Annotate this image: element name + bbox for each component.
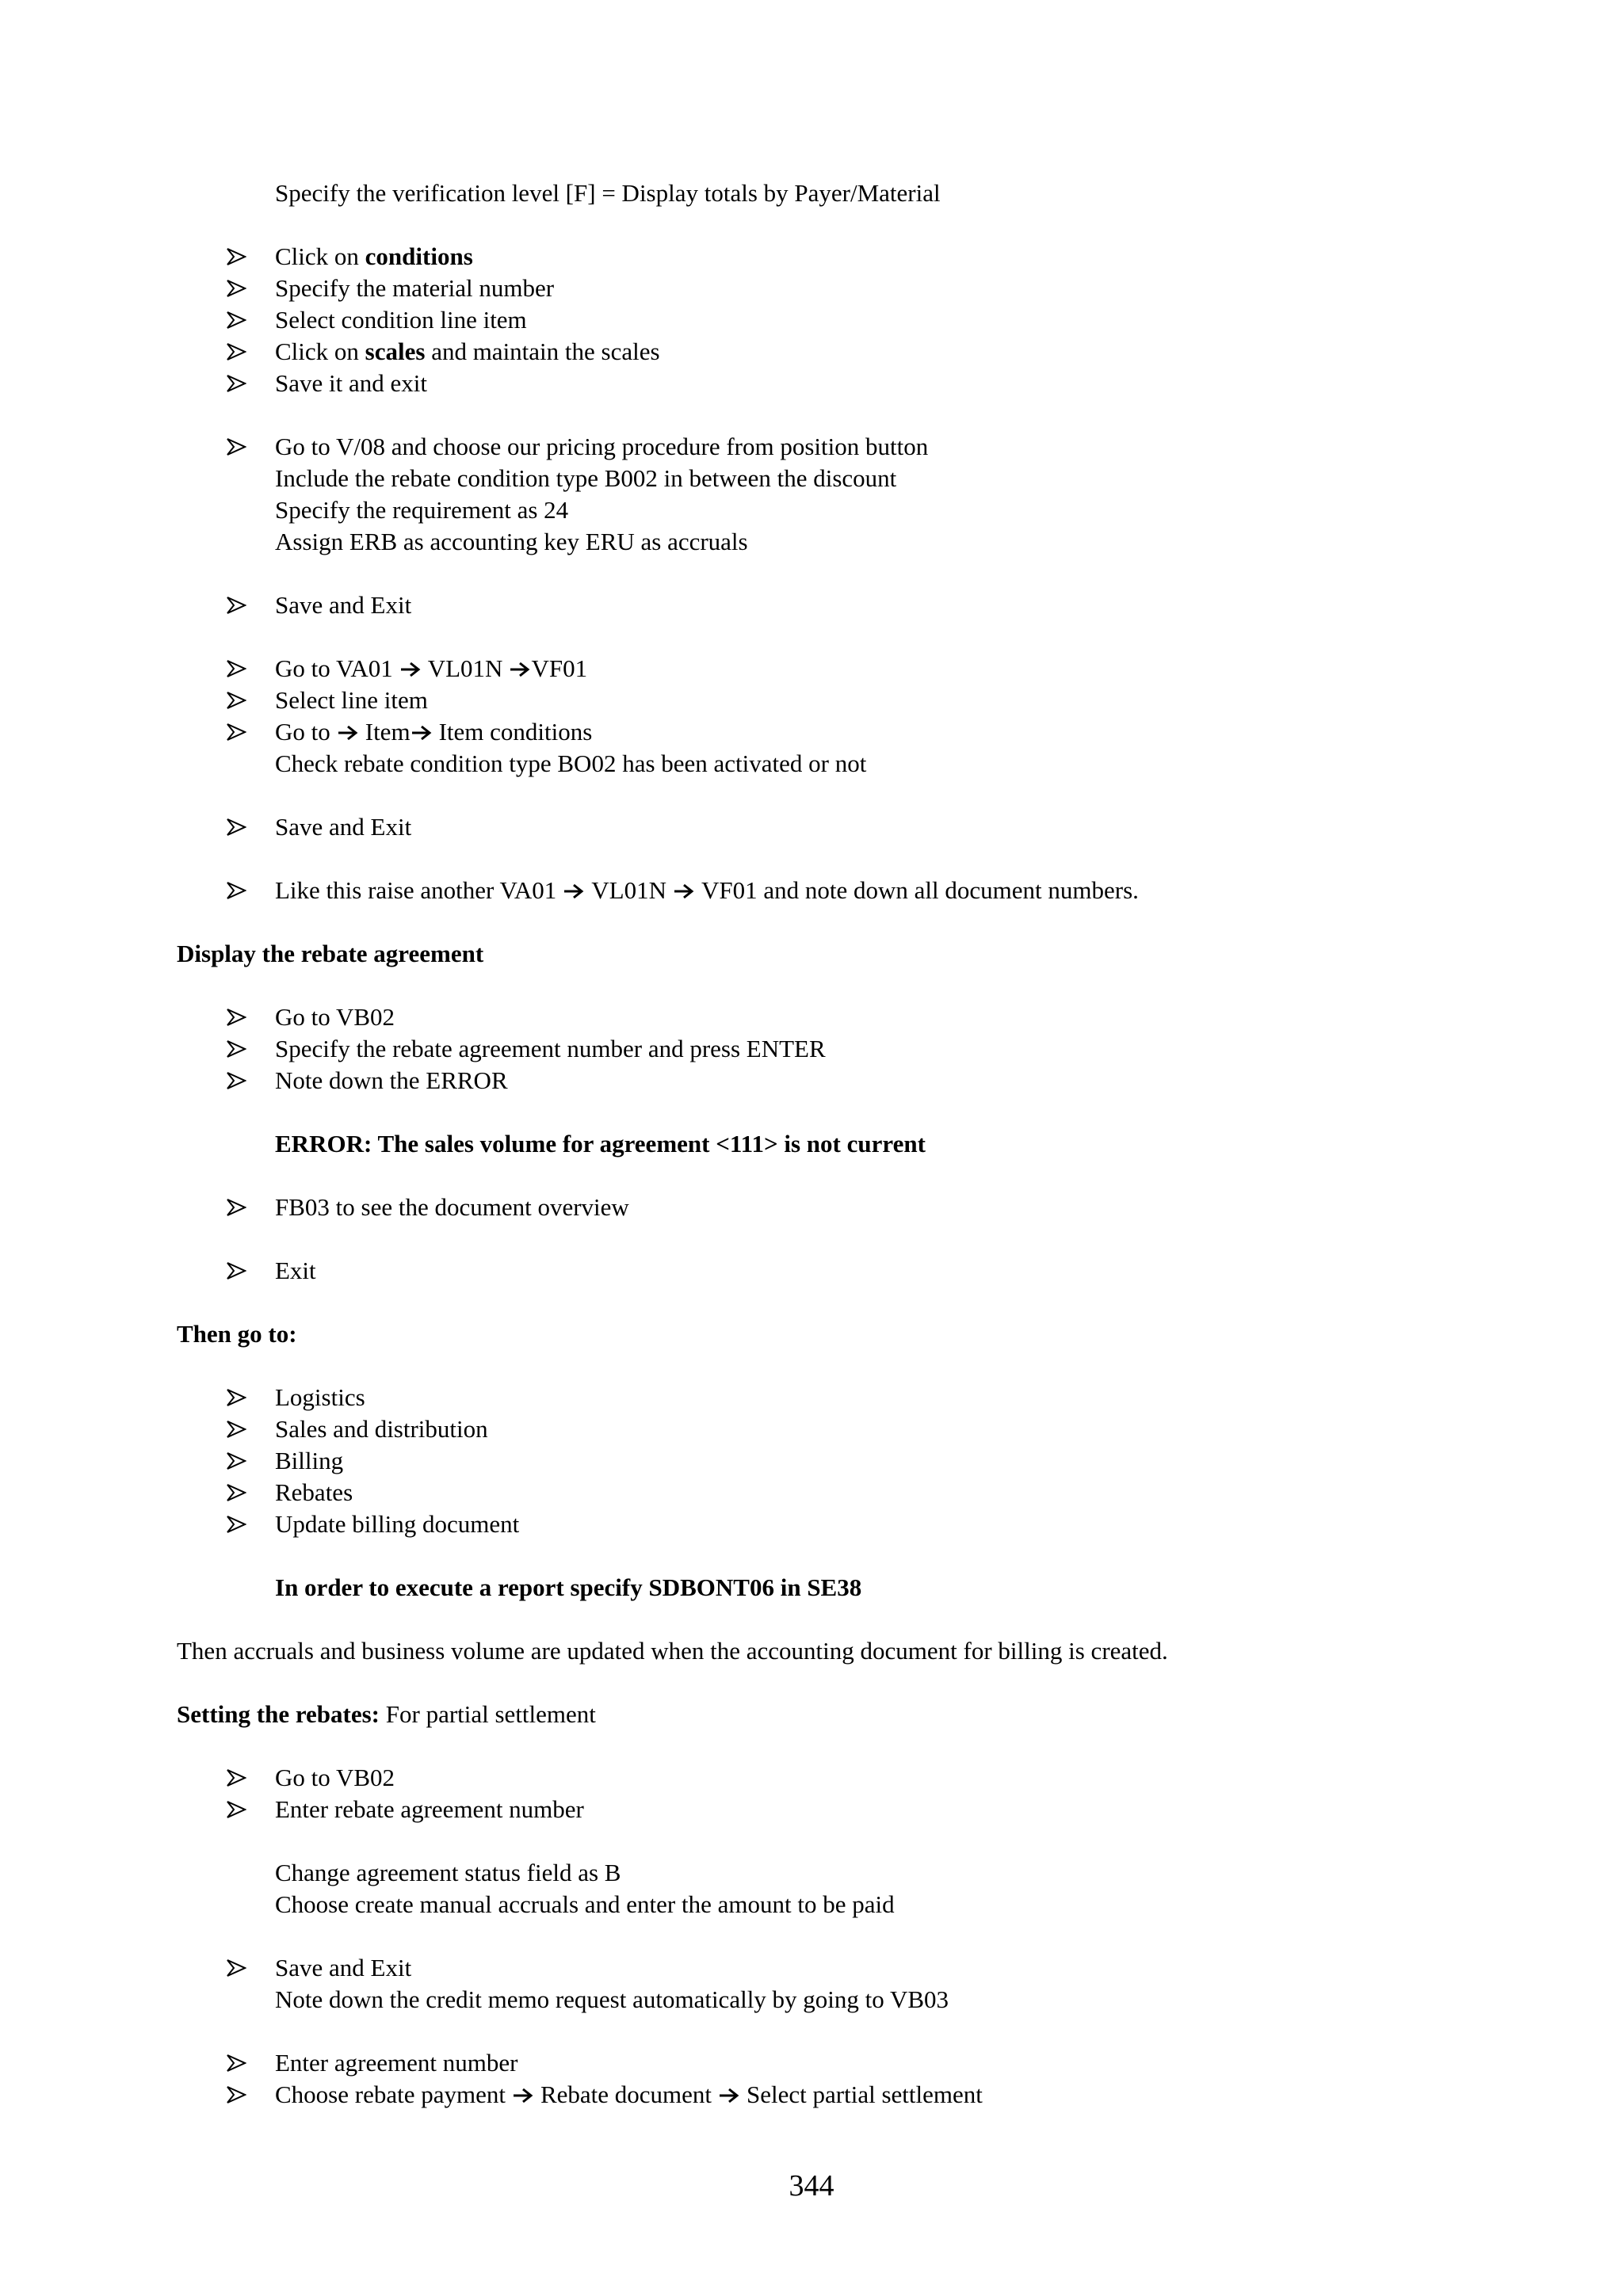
list-item: Update billing document [177, 1508, 1461, 1540]
list-item: Go to Item Item conditions [177, 716, 1461, 748]
display-heading-block [177, 938, 1461, 970]
list-item: Like this raise another VA01 VL01N VF01 and note down all document numbers. [177, 875, 1461, 906]
indented-line: Note down the credit memo request automatically by going to VB03 [275, 1985, 949, 2013]
right-arrow-icon [411, 718, 433, 735]
save-exit-block-3 [177, 1952, 1461, 2016]
list-item: FB03 to see the document overview [177, 1192, 1461, 1223]
list-item: Specify the rebate agreement number and press ENTER [177, 1033, 1461, 1065]
indented-line: Change agreement status field as B [275, 1859, 621, 1886]
report-note-block [177, 1572, 1461, 1604]
page-content [177, 177, 1461, 2142]
bullet-arrowhead-icon [226, 716, 250, 748]
right-arrow-icon [512, 2081, 534, 2098]
indented-line: Assign ERB as accounting key ERU as accruals [275, 528, 748, 555]
right-arrow-icon [718, 2081, 740, 2098]
accruals-paragraph [177, 1635, 1461, 1667]
exit-block [177, 1255, 1461, 1287]
bullet-arrowhead-icon [226, 1382, 250, 1413]
pricing-procedure-block [177, 431, 1461, 558]
bullet-arrowhead-icon [226, 811, 250, 843]
indented-line: Specify the requirement as 24 [275, 496, 569, 524]
bullet-arrowhead-icon [226, 1445, 250, 1477]
list-item: Logistics [177, 1382, 1461, 1413]
right-arrow-icon [563, 876, 585, 894]
bullet-arrowhead-icon [226, 653, 250, 685]
error-block [177, 1128, 1461, 1160]
right-arrow-icon [673, 876, 695, 894]
list-item: Specify the material number [177, 273, 1461, 304]
accruals-text: Then accruals and business volume are updated when the accounting document for billing is created. [177, 1637, 1168, 1665]
then-heading-block [177, 1318, 1461, 1350]
verification-block [177, 177, 1461, 209]
report-note: In order to execute a report specify SDBONT06 in SE38 [275, 1573, 862, 1601]
bullet-arrowhead-icon [226, 589, 250, 621]
bullet-arrowhead-icon [226, 1065, 250, 1097]
list-item: Rebates [177, 1477, 1461, 1508]
status-block [177, 1857, 1461, 1920]
right-arrow-icon [337, 718, 359, 735]
bullet-arrowhead-icon [226, 875, 250, 906]
bullet-arrowhead-icon [226, 1192, 250, 1223]
section-heading: Display the rebate agreement [177, 940, 484, 967]
list-item: Go to V/08 and choose our pricing procedure from position button [177, 431, 1461, 463]
settlement-bullet-list [177, 1762, 1461, 1825]
indented-line: Choose create manual accruals and enter the amount to be paid [275, 1890, 895, 1918]
list-item: Enter rebate agreement number [177, 1794, 1461, 1825]
bullet-arrowhead-icon [226, 241, 250, 273]
bullet-arrowhead-icon [226, 273, 250, 304]
bullet-arrowhead-icon [226, 2079, 250, 2111]
list-item: Click on scales and maintain the scales [177, 336, 1461, 368]
bullet-arrowhead-icon [226, 1255, 250, 1287]
list-item: Enter agreement number [177, 2047, 1461, 2079]
right-arrow-icon [509, 654, 531, 672]
setting-heading-block [177, 1699, 1461, 1730]
list-item: Go to VB02 [177, 1762, 1461, 1794]
list-item: Exit [177, 1255, 1461, 1287]
list-item: Go to VB02 [177, 1001, 1461, 1033]
list-item: Save and Exit [177, 811, 1461, 843]
list-item: Save and Exit [177, 589, 1461, 621]
vb02-bullet-list [177, 1001, 1461, 1097]
bullet-arrowhead-icon [226, 1508, 250, 1540]
bullet-arrowhead-icon [226, 1762, 250, 1794]
save-exit-block-2 [177, 811, 1461, 843]
sales-flow-block [177, 653, 1461, 780]
bullet-arrowhead-icon [226, 1001, 250, 1033]
indented-line: Check rebate condition type BO02 has been activated or not [275, 749, 867, 777]
list-item: Note down the ERROR [177, 1065, 1461, 1097]
menu-path-list [177, 1382, 1461, 1540]
bullet-arrowhead-icon [226, 368, 250, 399]
list-item: Save and Exit [177, 1952, 1461, 1984]
bullet-arrowhead-icon [226, 2047, 250, 2079]
section-heading: Then go to: [177, 1320, 297, 1348]
list-item: Click on conditions [177, 241, 1461, 273]
list-item: Go to VA01 VL01N VF01 [177, 653, 1461, 685]
section-heading: Setting the rebates: For partial settlement [177, 1700, 596, 1728]
conditions-bullet-list [177, 241, 1461, 399]
error-message: ERROR: The sales volume for agreement <111> is not current [275, 1130, 926, 1158]
verification-level-text: Specify the verification level [F] = Display totals by Payer/Material [275, 179, 941, 207]
right-arrow-icon [399, 654, 422, 672]
payment-block [177, 2047, 1461, 2111]
save-exit-block-1 [177, 589, 1461, 621]
list-item: Select line item [177, 685, 1461, 716]
bullet-arrowhead-icon [226, 1794, 250, 1825]
bullet-arrowhead-icon [226, 1413, 250, 1445]
bullet-arrowhead-icon [226, 1033, 250, 1065]
bullet-arrowhead-icon [226, 1952, 250, 1984]
bullet-arrowhead-icon [226, 1477, 250, 1508]
bullet-arrowhead-icon [226, 304, 250, 336]
bullet-arrowhead-icon [226, 336, 250, 368]
page-number: 344 [789, 2169, 834, 2203]
bullet-arrowhead-icon [226, 685, 250, 716]
bullet-arrowhead-icon [226, 431, 250, 463]
list-item: Choose rebate payment Rebate document Select partial settlement [177, 2079, 1461, 2111]
list-item: Save it and exit [177, 368, 1461, 399]
list-item: Select condition line item [177, 304, 1461, 336]
fb03-block [177, 1192, 1461, 1223]
raise-another-block [177, 875, 1461, 906]
indented-line: Include the rebate condition type B002 in between the discount [275, 464, 897, 492]
list-item: Sales and distribution [177, 1413, 1461, 1445]
list-item: Billing [177, 1445, 1461, 1477]
